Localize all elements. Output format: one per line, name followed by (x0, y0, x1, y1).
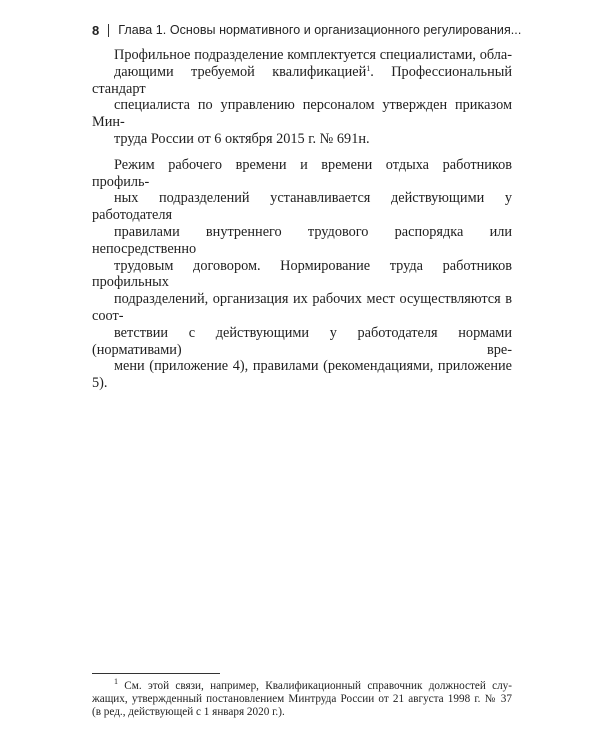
footnote-text: См. этой связи, например, Квалификационный справочник должностей слу- (118, 680, 512, 692)
footnote (92, 677, 512, 720)
text-line: подразделений, организация их рабочих мест осуществляются в соот- (92, 291, 512, 324)
text-line: ных подразделений устанавливается действующими у работодателя (92, 190, 512, 224)
footnote-marker: 1 (114, 677, 118, 686)
paragraph-working-time (92, 157, 512, 392)
text-line: труда России от 6 октября 2015 г. № 691н. (114, 130, 370, 147)
footnote-line: жащих, утвержденный постановлением Минтруда России от 21 августа 1998 г. № 37 (92, 693, 512, 706)
footnote-line: (в ред., действующей с 1 января 2020 г.). (92, 706, 285, 719)
header-divider (108, 24, 109, 37)
text-line (92, 64, 512, 98)
paragraph-qualification (92, 47, 512, 148)
text-line: ветствии с действующими у работодателя нормами (нормативами) вре- (92, 324, 512, 358)
body-text (92, 47, 512, 392)
text-fragment: дающими требуемой квалификацией (114, 63, 367, 80)
text-line: Профильное подразделение комплектуется специалистами, обла- (114, 47, 512, 63)
text-line: мени (приложение 4), правилами (рекомендациями, приложение 5). (92, 358, 512, 392)
text-line: специалиста по управлению персоналом утвержден приказом Мин- (92, 97, 512, 131)
running-header (92, 20, 522, 40)
text-line: трудовым договором. Нормирование труда работников профильных (92, 257, 512, 291)
text-line: Режим рабочего времени и времени отдыха работников профиль- (92, 156, 512, 190)
chapter-title: Глава 1. Основы нормативного и организационного регулирования... (118, 23, 522, 37)
footnote-divider (92, 673, 220, 674)
text-fragment: . Профессиональный стандарт (92, 63, 512, 97)
page-number: 8 (92, 22, 100, 38)
text-line: правилами внутреннего трудового распорядка или непосредственно (92, 223, 512, 257)
footnote-line (92, 677, 512, 693)
footnote-reference: 1 (366, 63, 371, 73)
